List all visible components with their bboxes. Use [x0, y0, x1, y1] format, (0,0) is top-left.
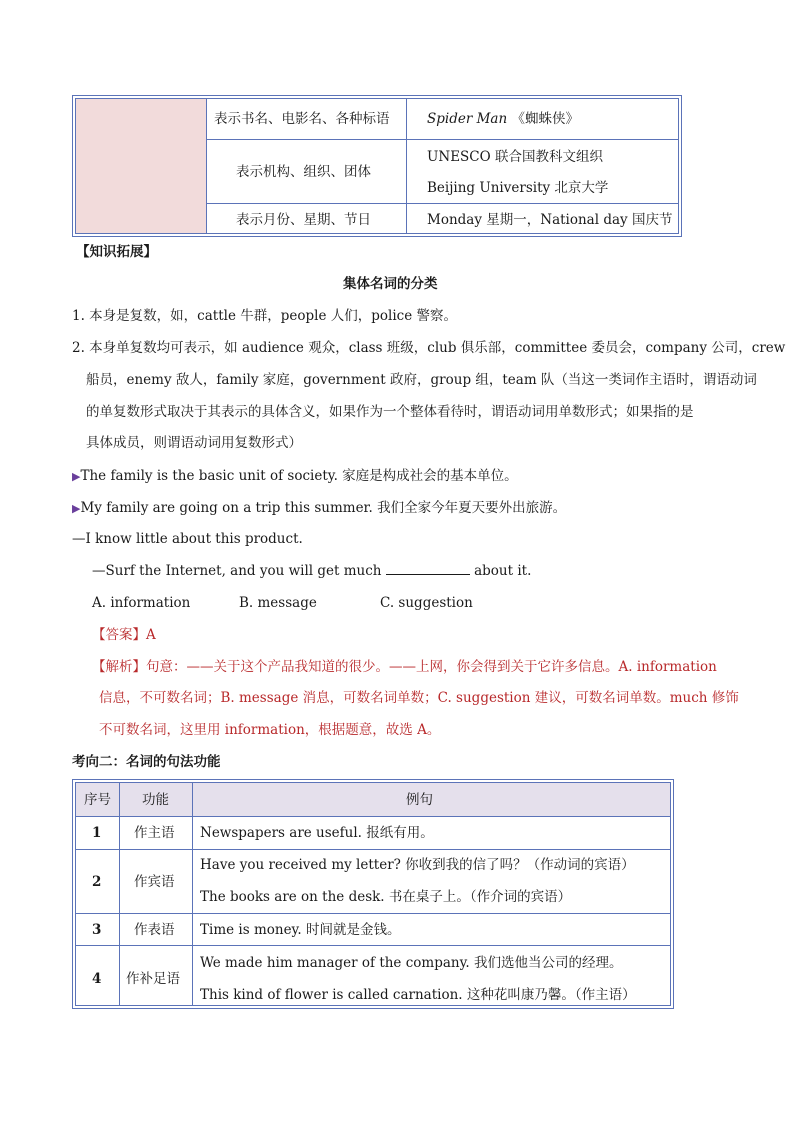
answer: 【答案】A: [92, 627, 156, 643]
row-4-num: 4: [92, 971, 102, 987]
point-2-line-2: 船员，enemy 敌人，family 家庭，government 政府，group 组，team 队（当这一类词作主语时，谓语动词: [86, 372, 757, 388]
usage-cell-2: 表示机构、组织、团体: [236, 164, 371, 180]
point-1: 1. 本身是复数，如，cattle 牛群，people 人们，police 警察。: [72, 308, 457, 324]
usage-cell-1: 表示书名、电影名、各种标语: [214, 111, 390, 127]
row-2-num: 2: [92, 874, 102, 890]
row-1-example: Newspapers are useful. 报纸有用。: [200, 825, 434, 841]
analysis-line-1: 【解析】句意：——关于这个产品我知道的很少。——上网，你会得到关于它许多信息。A. information: [92, 659, 717, 675]
question-line-1: —I know little about this product.: [72, 531, 303, 547]
row-4-function: 作补足语: [126, 971, 180, 987]
example-1: ▶The family is the basic unit of society. 家庭是构成社会的基本单位。: [72, 468, 518, 484]
option-b: B. message: [239, 595, 317, 611]
collective-title: 集体名词的分类: [343, 276, 438, 292]
usage-cell-3: 表示月份、星期、节日: [236, 212, 371, 228]
triangle-bullet-icon: ▶: [72, 502, 81, 515]
analysis-line-3: 不可数名词，这里用 information，根据题意，故选 A。: [99, 722, 441, 738]
point-2-line-4: 具体成员，则谓语动词用复数形式）: [86, 435, 302, 451]
row-1-function: 作主语: [134, 825, 175, 841]
analysis-line-2: 信息，不可数名词；B. message 消息，可数名词单数；C. suggestion 建议，可数名词单数。much 修饰: [99, 690, 739, 706]
example-cell-3: Monday 星期一，National day 国庆节: [427, 212, 673, 228]
row-4-example-2: This kind of flower is called carnation. 这种花叫康乃馨。（作主语）: [200, 987, 636, 1003]
example-cell-2b: Beijing University 北京大学: [427, 180, 609, 196]
example-2: ▶My family are going on a trip this summer. 我们全家今年夏天要外出旅游。: [72, 500, 567, 516]
question-line-2: —Surf the Internet, and you will get much about it.: [92, 563, 532, 579]
triangle-bullet-icon: ▶: [72, 470, 81, 483]
row-3-example: Time is money. 时间就是金钱。: [200, 922, 401, 938]
row-2-example-1: Have you received my letter? 你收到我的信了吗？（作动词的宾语）: [200, 857, 635, 873]
table-merged-cell: [76, 99, 207, 233]
row-3-num: 3: [92, 922, 102, 938]
row-2-function: 作宾语: [134, 874, 175, 890]
option-c: C. suggestion: [380, 595, 473, 611]
row-2-example-2: The books are on the desk. 书在桌子上。（作介词的宾语）: [200, 889, 572, 905]
example-cell-2a: UNESCO 联合国教科文组织: [427, 149, 603, 165]
row-3-function: 作表语: [134, 922, 175, 938]
section-title: 考向二：名词的句法功能: [72, 754, 221, 770]
knowledge-header: 【知识拓展】: [76, 244, 157, 260]
answer-blank: [386, 562, 470, 575]
syntax-function-table: [72, 779, 674, 1009]
point-2-line-1: 2. 本身单复数均可表示，如 audience 观众，class 班级，club 俱乐部，committee 委员会，company 公司，crew: [72, 340, 786, 356]
row-1-num: 1: [92, 825, 102, 841]
header-example: 例句: [406, 792, 433, 808]
noun-usage-table: [72, 95, 682, 237]
point-2-line-3: 的单复数形式取决于其表示的具体含义，如果作为一个整体看待时，谓语动词用单数形式；如果指的是: [86, 404, 694, 420]
header-function: 功能: [142, 792, 169, 808]
example-cell-1: Spider Man 《蜘蛛侠》: [427, 111, 579, 127]
row-4-example-1: We made him manager of the company. 我们选他当公司的经理。: [200, 955, 623, 971]
option-a: A. information: [92, 595, 191, 611]
header-num: 序号: [84, 792, 111, 808]
